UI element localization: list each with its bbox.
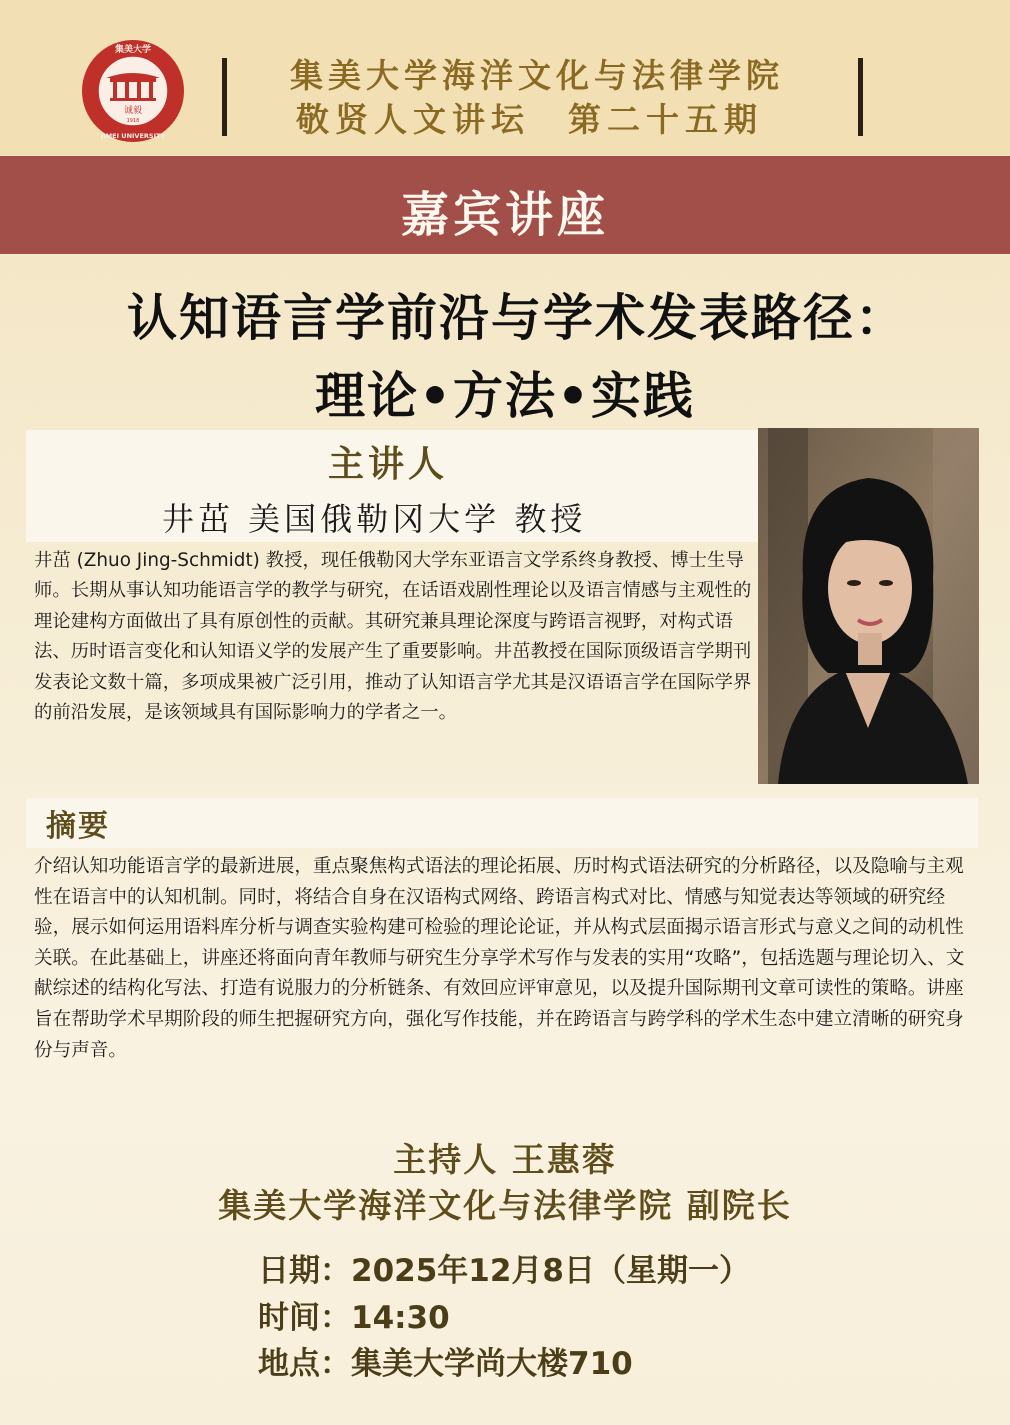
svg-text:集美大学: 集美大学 [114, 45, 152, 55]
host-title: 集美大学海洋文化与法律学院 副院长 [218, 1186, 792, 1225]
lecture-type-band [0, 156, 1010, 254]
speaker-label: 主讲人 [328, 443, 449, 485]
abstract-header-panel [26, 798, 978, 848]
header-divider-left [222, 58, 227, 136]
speaker-photo [758, 428, 979, 784]
abstract-text: 介绍认知功能语言学的最新进展，重点聚焦构式语法的理论拓展、历时构式语法研究的分析路径，以及隐喻与主观性在语言中的认知机制。同时，将结合自身在汉语构式网络、跨语言构式对比、情感与知觉表达等领域的研究经验，展示如何运用语料库分析与调查实验构建可检验的理论论证，并从构式层面揭示语言形式与意义之间的动机性关联。在此基础上，讲座还将面向青年教师与研究生分享学术写作与发表的实用“攻略”，包括选题与理论切入、文献综述的结构化写法、打造有说服力的分析链条、有效回应评审意见，以及提升国际期刊文章可读性的策略。讲座旨在帮助学术早期阶段的师生把握研究方向，强化写作技能，并在跨语言与跨学科的学术生态中建立清晰的研究身份与声音。 [34, 856, 965, 1061]
event-time: 时间：14:30 [258, 1300, 450, 1336]
event-date: 日期：2025年12月8日（星期一） [258, 1253, 750, 1289]
lecture-title-line2: 理论•方法•实践 [315, 366, 695, 425]
forum-name [296, 94, 763, 141]
svg-text:JIMEI UNIVERSITY: JIMEI UNIVERSITY [100, 132, 166, 140]
lecture-type-title: 嘉宾讲座 [400, 187, 609, 243]
lecture-title-line1: 认知语言学前沿与学术发表路径： [127, 288, 907, 347]
abstract-label: 摘要 [46, 809, 110, 844]
college-name: 集美大学海洋文化与法律学院 [290, 56, 784, 95]
host-name: 主持人 王惠蓉 [393, 1140, 617, 1179]
speaker-name: 井茁 美国俄勒冈大学 教授 [162, 500, 587, 538]
svg-text:诚毅: 诚毅 [123, 106, 143, 116]
speaker-bio: 井茁 (Zhuo Jing-Schmidt) 教授，现任俄勒冈大学东亚语言文学系终身教授、博士生导师。长期从事认知功能语言学的教学与研究，在话语戏剧性理论以及语言情感与主观性的理论建构方面做出了具有原创性的贡献。其研究兼具理论深度与跨语言视野，对构式语法、历时语言变化和认知语义学的发展产生了重要影响。井茁教授在国际顶级语言学期刊发表论文数十篇，多项成果被广泛引用，推动了认知语言学尤其是汉语语言学在国际学界的前沿发展，是该领域具有国际影响力的学者之一。 [34, 550, 752, 724]
forum-title: 敬贤人文讲坛 [296, 100, 530, 139]
event-place: 地点：集美大学尚大楼710 [258, 1346, 633, 1382]
svg-text:1918: 1918 [126, 118, 140, 124]
header-divider-right [858, 58, 863, 136]
forum-issue: 第二十五期 [568, 100, 763, 139]
university-logo [80, 38, 186, 144]
